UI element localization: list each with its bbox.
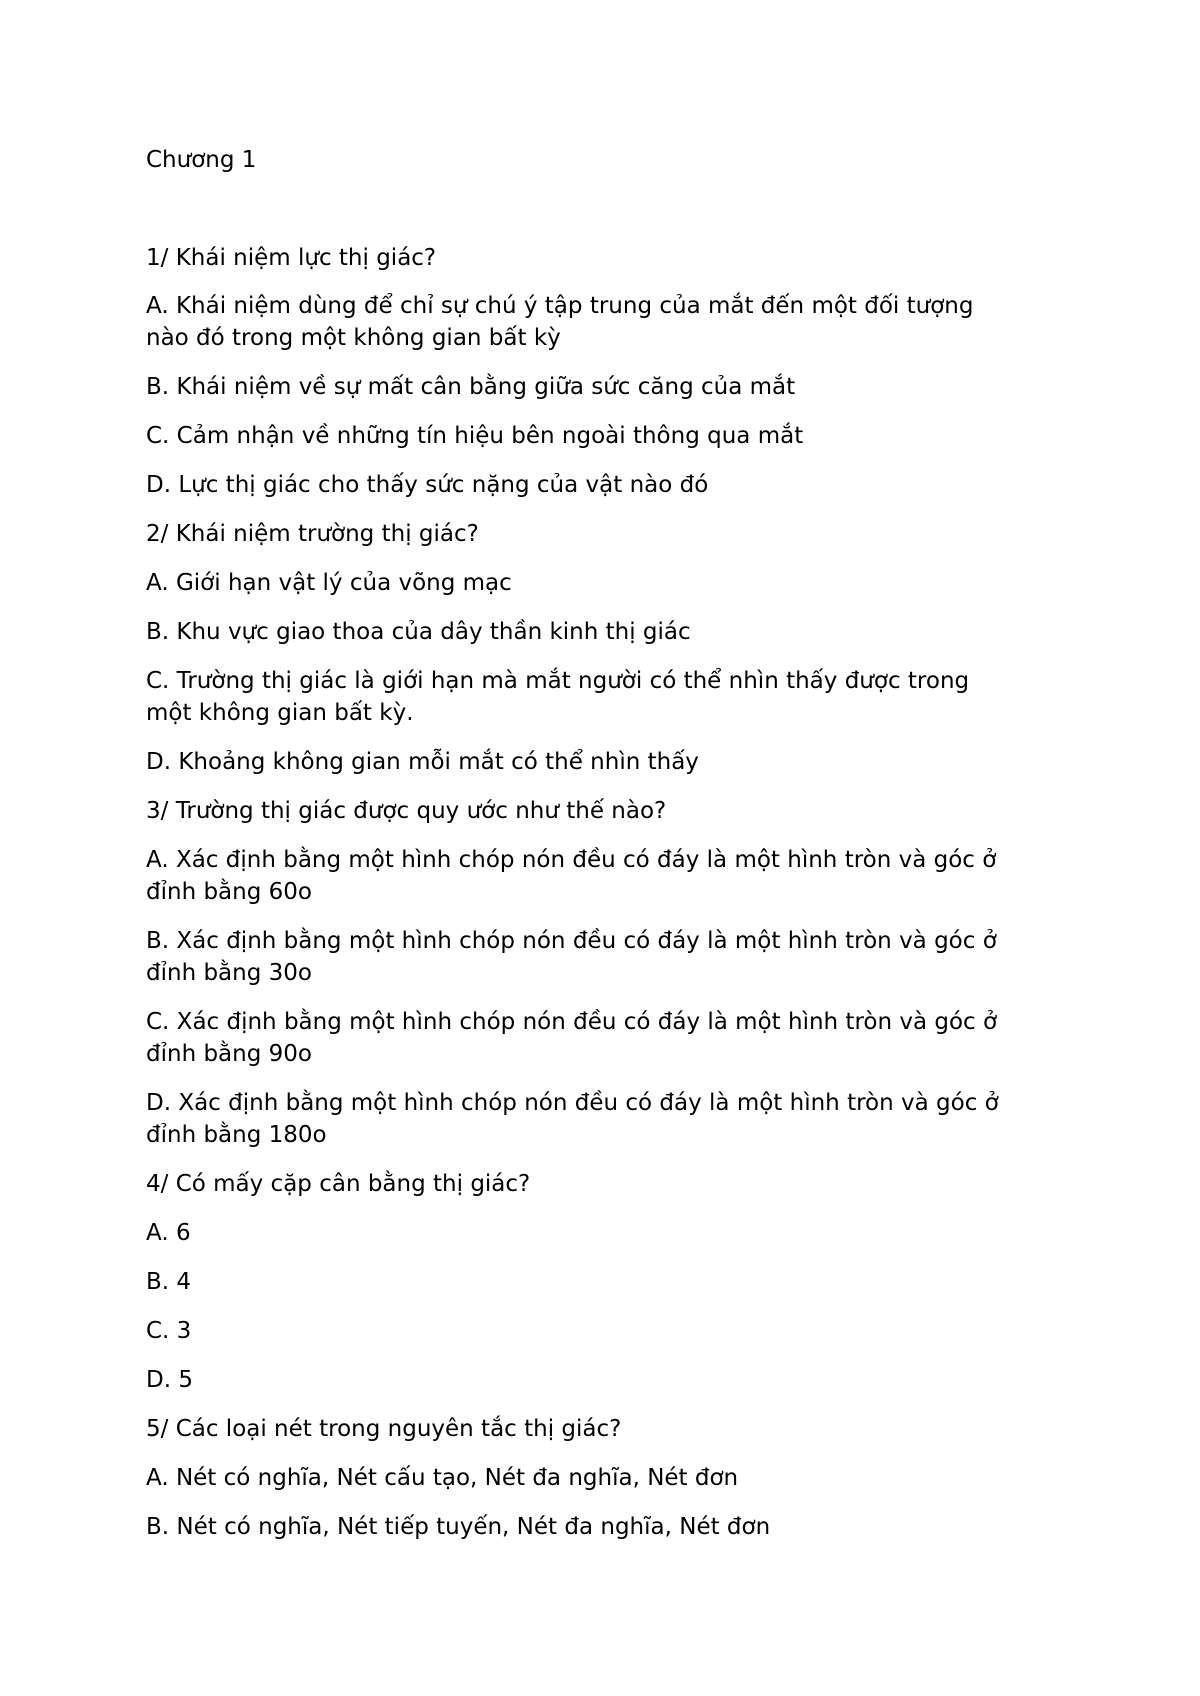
q2-option-c-line-1: C. Trường thị giác là giới hạn mà mắt người có thể nhìn thấy được trong — [146, 668, 970, 694]
chapter-title: Chương 1 — [146, 147, 257, 173]
q5-option-b: B. Nét có nghĩa, Nét tiếp tuyến, Nét đa nghĩa, Nét đơn — [146, 1514, 771, 1540]
q2-option-a: A. Giới hạn vật lý của võng mạc — [146, 570, 512, 596]
question-5-text: 5/ Các loại nét trong nguyên tắc thị giác? — [146, 1416, 622, 1442]
q2-option-c-line-2: một không gian bất kỳ. — [146, 700, 414, 726]
q1-option-a-line-1: A. Khái niệm dùng để chỉ sự chú ý tập trung của mắt đến một đối tượng — [146, 293, 974, 319]
q3-option-c-line-1: C. Xác định bằng một hình chóp nón đều có đáy là một hình tròn và góc ở — [146, 1009, 998, 1035]
q3-option-a-line-2: đỉnh bằng 60o — [146, 879, 312, 905]
q4-option-d: D. 5 — [146, 1367, 193, 1393]
q3-option-b-line-1: B. Xác định bằng một hình chóp nón đều có đáy là một hình tròn và góc ở — [146, 928, 997, 954]
q1-option-b: B. Khái niệm về sự mất cân bằng giữa sức căng của mắt — [146, 374, 796, 400]
q3-option-c-line-2: đỉnh bằng 90o — [146, 1041, 312, 1067]
q3-option-b-line-2: đỉnh bằng 30o — [146, 960, 312, 986]
q2-option-b: B. Khu vực giao thoa của dây thần kinh thị giác — [146, 619, 691, 645]
q4-option-c: C. 3 — [146, 1318, 192, 1344]
question-4-text: 4/ Có mấy cặp cân bằng thị giác? — [146, 1171, 531, 1197]
q3-option-d-line-1: D. Xác định bằng một hình chóp nón đều có đáy là một hình tròn và góc ở — [146, 1090, 999, 1116]
question-1-text: 1/ Khái niệm lực thị giác? — [146, 245, 437, 271]
q2-option-d: D. Khoảng không gian mỗi mắt có thể nhìn thấy — [146, 749, 699, 775]
q1-option-d: D. Lực thị giác cho thấy sức nặng của vật nào đó — [146, 472, 709, 498]
q3-option-d-line-2: đỉnh bằng 180o — [146, 1122, 327, 1148]
q4-option-b: B. 4 — [146, 1269, 192, 1295]
q5-option-a: A. Nét có nghĩa, Nét cấu tạo, Nét đa nghĩa, Nét đơn — [146, 1465, 739, 1491]
question-3-text: 3/ Trường thị giác được quy ước như thế nào? — [146, 798, 667, 824]
q3-option-a-line-1: A. Xác định bằng một hình chóp nón đều có đáy là một hình tròn và góc ở — [146, 847, 997, 873]
question-2-text: 2/ Khái niệm trường thị giác? — [146, 521, 479, 547]
q1-option-a-line-2: nào đó trong một không gian bất kỳ — [146, 325, 561, 351]
q4-option-a: A. 6 — [146, 1220, 191, 1246]
q1-option-c: C. Cảm nhận về những tín hiệu bên ngoài thông qua mắt — [146, 423, 804, 449]
